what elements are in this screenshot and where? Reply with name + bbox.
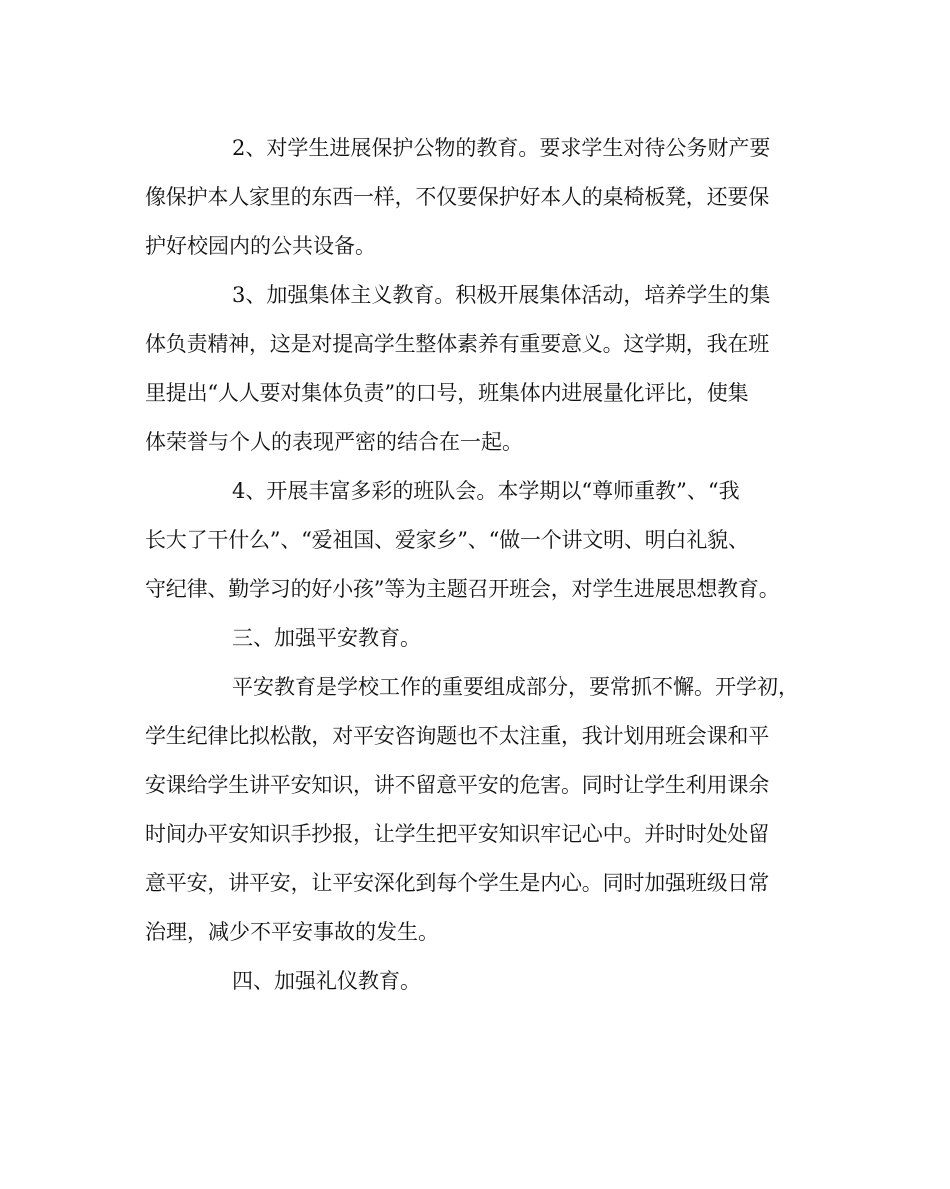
paragraph-2-line-1: 2、对学生进展保护公物的教育。要求学生对待公务财产要 <box>232 136 771 160</box>
paragraph-4-line-2: 长大了干什么”、“爱祖国、爱家乡”、“做一个讲文明、明白礼貌、 <box>145 528 749 552</box>
section-heading-3: 三、加强平安教育。 <box>232 626 421 650</box>
safety-paragraph-line-5: 意平安，讲平安，让平安深化到每个学生是内心。同时加强班级日常 <box>145 871 769 895</box>
paragraph-4-line-3: 守纪律、勤学习的好小孩”等为主题召开班会，对学生进展思想教育。 <box>145 577 780 601</box>
paragraph-3-line-3: 里提出“人人要对集体负责”的口号，班集体内进展量化评比，使集 <box>145 381 749 405</box>
safety-paragraph-line-3: 安课给学生讲平安知识，讲不留意平安的危害。同时让学生利用课余 <box>145 773 769 797</box>
paragraph-2-line-3: 护好校园内的公共设备。 <box>145 234 376 258</box>
paragraph-3-line-1: 3、加强集体主义教育。积极开展集体活动，培养学生的集 <box>232 283 771 307</box>
section-heading-4: 四、加强礼仪教育。 <box>232 969 421 993</box>
paragraph-4-line-1: 4、开展丰富多彩的班队会。本学期以“尊师重教”、“我 <box>232 479 740 503</box>
safety-paragraph-line-1: 平安教育是学校工作的重要组成部分，要常抓不懈。开学初， <box>232 675 799 699</box>
safety-paragraph-line-4: 时间办平安知识手抄报，让学生把平安知识牢记心中。并时时处处留 <box>145 822 769 846</box>
paragraph-2-line-2: 像保护本人家里的东西一样，不仅要保护好本人的桌椅板凳，还要保 <box>145 185 769 209</box>
paragraph-3-line-4: 体荣誉与个人的表现严密的结合在一起。 <box>145 430 523 454</box>
safety-paragraph-line-6: 治理，减少不平安事故的发生。 <box>145 920 439 944</box>
paragraph-3-line-2: 体负责精神，这是对提高学生整体素养有重要意义。这学期，我在班 <box>145 332 769 356</box>
safety-paragraph-line-2: 学生纪律比拟松散，对平安咨询题也不太注重，我计划用班会课和平 <box>145 724 769 748</box>
